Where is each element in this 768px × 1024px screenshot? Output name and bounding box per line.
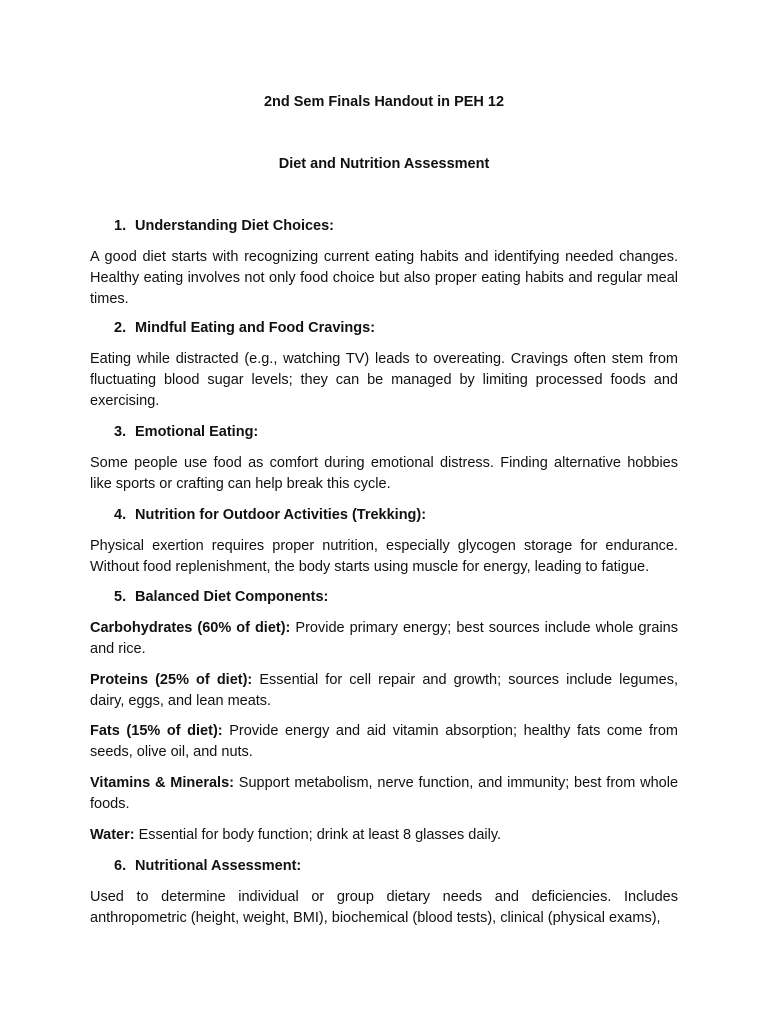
component-label: Vitamins & Minerals:: [90, 775, 234, 791]
component-text: Support metabolism, nerve function, and immunity; best from whole foods.: [90, 775, 679, 812]
section-heading: [114, 587, 328, 607]
section-number: 1.: [114, 218, 127, 234]
section-paragraph: Some people use food as comfort during emotional distress. Finding alternative hobbies like sports or crafting can help break this cycle.: [90, 455, 678, 492]
component-text: Provide energy and aid vitamin absorption; healthy fats come from seeds, olive oil, and nuts.: [90, 723, 678, 760]
component-label: Water:: [90, 827, 135, 843]
component-paragraph-water: [90, 825, 678, 846]
section-paragraph: Used to determine individual or group dietary needs and deficiencies. Includes anthropometric (height, weight, BMI), biochemical (blood tests), clinical (physical exams),: [90, 889, 678, 926]
section-heading-text: Understanding Diet Choices:: [135, 218, 334, 234]
section-number: 3.: [114, 424, 127, 440]
section-heading-text: Nutritional Assessment:: [135, 858, 302, 874]
component-paragraph-vitamins: [90, 773, 678, 815]
section-paragraph: A good diet starts with recognizing current eating habits and identifying needed changes. Healthy eating involves not only food choice but also proper eating habits and regular meal times.: [90, 249, 678, 307]
component-text: Essential for cell repair and growth; sources include legumes, dairy, eggs, and lean meats.: [90, 672, 678, 709]
section-number: 5.: [114, 589, 127, 605]
section-heading: [114, 216, 334, 236]
component-label: Proteins (25% of diet):: [90, 672, 253, 688]
section-number: 6.: [114, 858, 127, 874]
component-paragraph-carbohydrates: [90, 618, 678, 660]
component-paragraph-proteins: [90, 670, 678, 712]
section-heading-text: Emotional Eating:: [135, 424, 259, 440]
section-heading: [114, 422, 258, 442]
document-title: 2nd Sem Finals Handout in PEH 12: [263, 94, 505, 110]
component-label: Carbohydrates (60% of diet):: [90, 620, 291, 636]
section-heading-text: Balanced Diet Components:: [135, 589, 329, 605]
section-number: 4.: [114, 507, 127, 523]
document-subtitle: Diet and Nutrition Assessment: [278, 156, 490, 172]
component-label: Fats (15% of diet):: [90, 723, 223, 739]
component-paragraph-fats: [90, 721, 678, 763]
section-paragraph: Physical exertion requires proper nutrition, especially glycogen storage for endurance. Without food replenishment, the body starts using muscle for energy, leading to fatigue.: [90, 538, 678, 575]
section-heading: [114, 318, 375, 338]
section-number: 2.: [114, 320, 127, 336]
section-heading-text: Nutrition for Outdoor Activities (Trekking):: [135, 507, 427, 523]
section-heading: [114, 856, 301, 876]
section-heading: [114, 505, 426, 525]
component-text: Provide primary energy; best sources include whole grains and rice.: [90, 620, 678, 657]
section-heading-text: Mindful Eating and Food Cravings:: [135, 320, 376, 336]
section-paragraph: Eating while distracted (e.g., watching TV) leads to overeating. Cravings often stem from fluctuating blood sugar levels; they can be managed by limiting processed foods and exercising.: [90, 351, 678, 409]
component-text: Essential for body function; drink at least 8 glasses daily.: [134, 827, 502, 843]
